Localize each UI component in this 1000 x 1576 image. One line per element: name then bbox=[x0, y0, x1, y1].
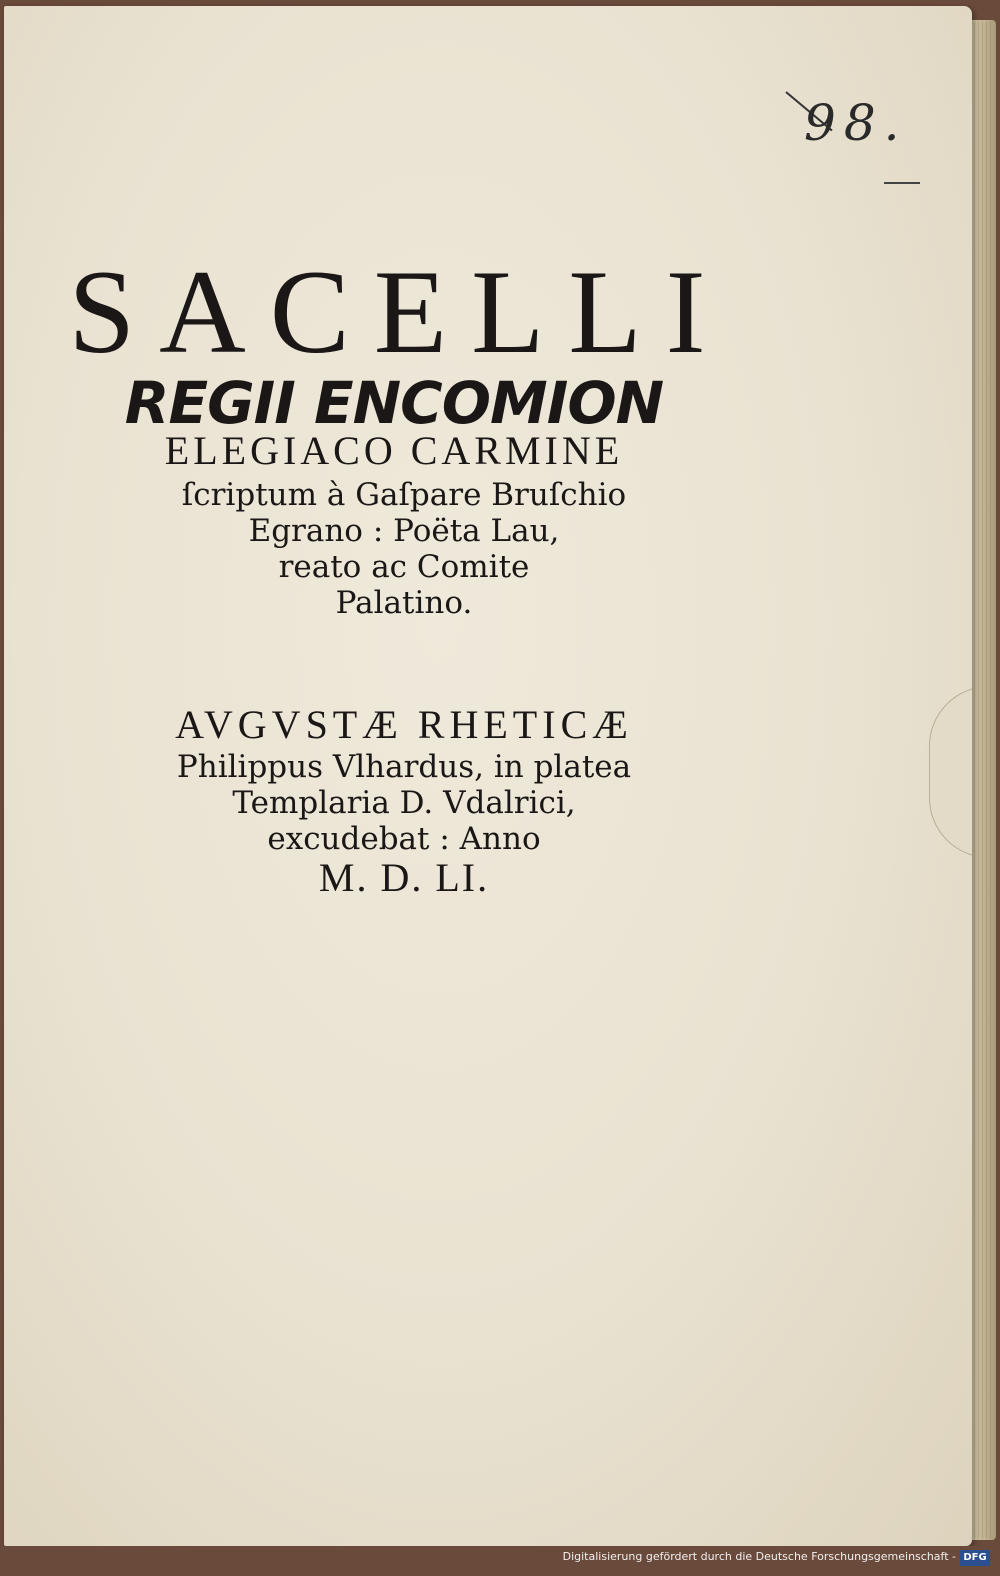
title-line-elegiaco-carmine: ELEGIACO CARMINE bbox=[164, 428, 624, 473]
title-line-author: ſcriptum à Gaſpare Bruſchio bbox=[181, 477, 627, 513]
handwritten-shelfmark bbox=[804, 94, 908, 152]
imprint-excudebat: excudebat : Anno bbox=[267, 821, 541, 857]
imprint-printer: Philippus Vlhardus, in platea bbox=[176, 749, 632, 785]
title-line-palatino: Palatino. bbox=[335, 585, 473, 621]
imprint-year: M. D. LI. bbox=[318, 855, 490, 900]
shelfmark-current-number: 8. bbox=[843, 94, 908, 152]
title-line-reato: reato ac Comite bbox=[278, 549, 530, 585]
imprint-city: AVGVSTÆ RHETICÆ bbox=[175, 702, 633, 747]
dfg-logo: DFG bbox=[960, 1550, 990, 1566]
imprint-location: Templaria D. Vdalrici, bbox=[232, 785, 576, 821]
title-line-egrano: Egrano : Poëta Lau, bbox=[248, 513, 560, 549]
page-tab-notch bbox=[929, 686, 972, 858]
shelfmark-struck-number: 9 bbox=[804, 94, 844, 152]
title-page bbox=[4, 6, 972, 1546]
title-line-regii-encomion: REGII ENCOMION bbox=[124, 369, 664, 437]
digitization-credit: Digitalisierung gefördert durch die Deutsche Forschungsgemeinschaft - bbox=[562, 1550, 956, 1563]
shelfmark-dash bbox=[884, 182, 920, 184]
title-line-sacelli: SACELLI bbox=[68, 245, 730, 378]
